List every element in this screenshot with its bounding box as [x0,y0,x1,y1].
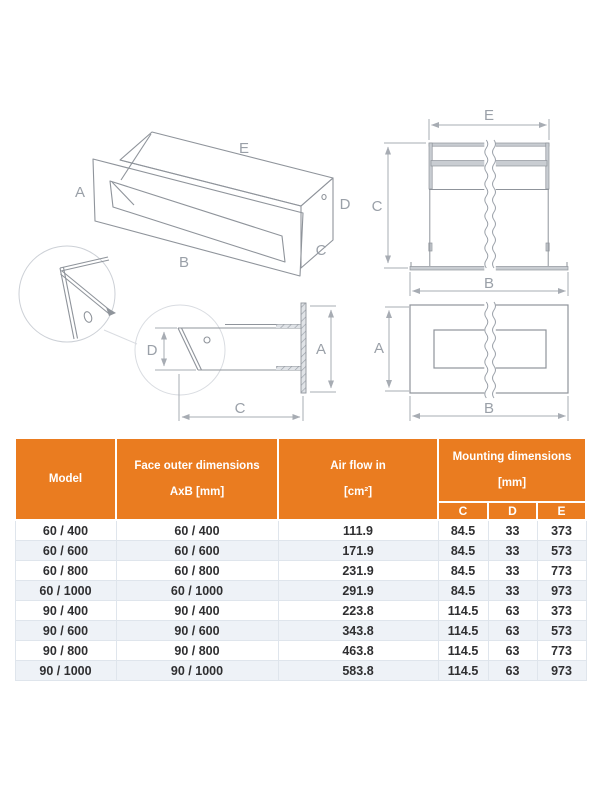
cell-axb: 60 / 400 [116,520,278,541]
table-row [15,641,586,661]
cell-model: 90 / 400 [15,601,116,621]
col-header-face-line2: AxB [mm] [169,486,225,498]
col-header-mounting-line1: Mounting dimensions [452,451,572,463]
cell-d: 63 [488,621,537,641]
cell-airflow: 111.9 [278,520,438,541]
cell-airflow: 343.8 [278,621,438,641]
table-row [15,520,586,541]
col-header-model: Model [15,438,116,520]
iso-view [93,132,333,276]
spec-table [14,437,587,681]
cell-model: 60 / 800 [15,561,116,581]
cell-airflow: 291.9 [278,581,438,601]
cell-c: 84.5 [438,561,488,581]
col-header-mounting [438,438,586,502]
detail-circle [19,246,137,344]
side-view [135,303,306,395]
cell-c: 84.5 [438,520,488,541]
cell-d: 33 [488,541,537,561]
cell-axb: 90 / 600 [116,621,278,641]
col-header-airflow [278,438,438,520]
cell-model: 60 / 400 [15,520,116,541]
dim-label-e: E [483,107,495,124]
dim-label-d: D [339,196,351,213]
side-flange-plate [301,303,306,393]
cell-d: 33 [488,581,537,601]
detail-hole-icon [83,311,93,324]
cell-model: 60 / 1000 [15,581,116,601]
table-row [15,541,586,561]
cell-airflow: 231.9 [278,561,438,581]
dim-label-c: C [234,400,246,417]
cell-c: 114.5 [438,661,488,681]
col-header-airflow-line2: [cm²] [343,486,373,498]
cell-axb: 90 / 400 [116,601,278,621]
cell-d: 33 [488,561,537,581]
cell-axb: 60 / 800 [116,561,278,581]
table-row [15,581,586,601]
dim-label-a: A [315,341,327,358]
cell-axb: 60 / 600 [116,541,278,561]
cell-model: 90 / 600 [15,621,116,641]
duct-face-view [374,301,568,421]
table-row [15,561,586,581]
dim-label-b: B [178,254,190,271]
col-header-mounting-line2: [mm] [497,477,527,489]
side-hole-icon [204,337,210,343]
cell-airflow: 223.8 [278,601,438,621]
col-header-d: D [488,502,537,520]
cell-e: 773 [537,561,586,581]
cell-e: 973 [537,661,586,681]
duct-section-view [372,107,568,296]
cell-airflow: 583.8 [278,661,438,681]
cell-c: 114.5 [438,601,488,621]
col-header-face-dimensions [116,438,278,520]
table-row [15,621,586,641]
cell-model: 90 / 1000 [15,661,116,681]
cell-d: 63 [488,641,537,661]
cell-axb: 90 / 800 [116,641,278,661]
cell-axb: 90 / 1000 [116,661,278,681]
cell-d: 63 [488,601,537,621]
cell-e: 573 [537,621,586,641]
dim-label-c: C [371,198,383,215]
iso-view-labels [75,140,351,271]
table-row [15,601,586,621]
cell-airflow: 463.8 [278,641,438,661]
col-header-airflow-line1: Air flow in [330,460,386,472]
cell-d: 63 [488,661,537,681]
cell-model: 90 / 800 [15,641,116,661]
col-header-c: C [438,502,488,520]
cell-e: 373 [537,601,586,621]
iso-opening [110,181,285,262]
table-header [15,438,586,520]
dim-label-d: D [146,342,158,359]
cell-c: 114.5 [438,641,488,661]
cell-e: 373 [537,520,586,541]
cell-airflow: 171.9 [278,541,438,561]
iso-flange [93,159,303,276]
dim-label-b: B [483,275,495,292]
cell-e: 973 [537,581,586,601]
cell-e: 573 [537,541,586,561]
cell-e: 773 [537,641,586,661]
table-body [15,520,586,681]
cell-model: 60 / 600 [15,541,116,561]
dim-label-a: A [373,340,385,357]
cell-axb: 60 / 1000 [116,581,278,601]
cell-c: 84.5 [438,541,488,561]
iso-hole-icon [322,195,326,200]
dim-label-a: A [74,184,86,201]
col-header-face-line1: Face outer dimensions [134,460,260,472]
table-row [15,661,586,681]
cell-d: 33 [488,520,537,541]
cell-c: 84.5 [438,581,488,601]
side-view-dimensions [155,306,336,421]
dim-label-c: C [315,242,327,259]
dim-label-b: B [483,400,495,417]
col-header-e: E [537,502,586,520]
cell-c: 114.5 [438,621,488,641]
dim-label-e: E [238,140,250,157]
